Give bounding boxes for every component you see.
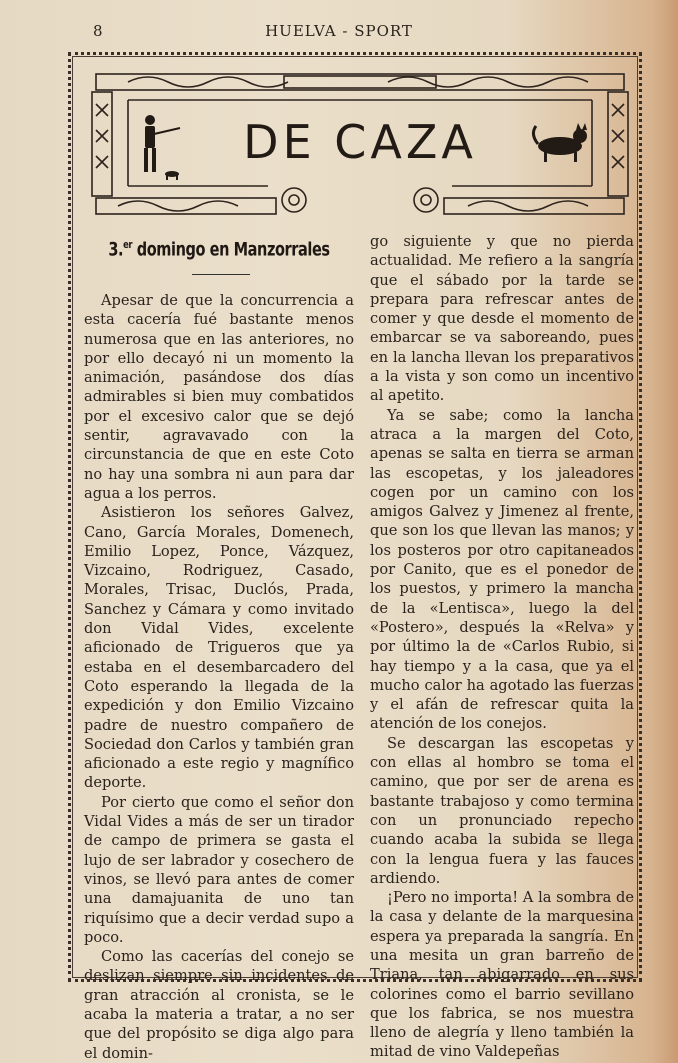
paragraph: Ya se sabe; como la lancha atraca a la margen del Coto, apenas se salta en tierra se arman las escopetas, y los jaleadores cogen por un camino con los amigos Galvez y Jimenez al frente, que son los que llevan las manos; y los posteros por otro capitaneados por Canito, que es el ponedor de los puestos, y primero la mancha de la «Lentisca», luego la del «Postero», después la «Relva» y por último la de «Carlos Rubio, si hay tiempo y a la casa, que ya el mucho calor ha agotado las fuerzas y el afán de refrescar quita la atención de los conejos.: [370, 406, 634, 733]
paragraph: Como las cacerías del conejo se deslizan siempre sin incidentes de gran atracción al cronista, se le acaba la materia a tratar, a no ser que del propósito se diga algo para el domin-: [84, 948, 354, 1062]
page-header: [0, 22, 678, 44]
article-column-right: [370, 232, 634, 1062]
page-number: 8: [93, 22, 103, 40]
paragraph: ¡Pero no importa! A la sombra de la casa y delante de la marquesina espera ya preparada la sangría. En una mesita un gran barreño de Triana, tan abigarrado en sus colorines como el barrio sevillano que los fabrica, se nos muestra lleno de alegría y lleno también la mitad de vino Valdepeñas: [370, 889, 634, 1061]
running-head: HUELVA - SPORT: [265, 22, 413, 40]
paragraph: go siguiente y que no pierda actualidad. Me refiero a la sangría que el sábado por la tarde se prepara para refrescar antes de comer y que desde el momento de embarcar se va saboreando, pues en la lancha llevan los preparativos a la vista y son como un incentivo al apetito.: [370, 233, 634, 405]
paragraph: Se descargan las escopetas y con ellas al hombro se toma el camino, que por ser de arena es bastante trabajoso y como termina con un pronunciado repecho cuando acaba la subida se llega con la lengua fuera y las fauces ardiendo.: [370, 734, 634, 887]
article-headline: 3.$^{er}$ domingo en Manzorrales: [108, 238, 330, 261]
article-column-left: [84, 291, 354, 1063]
paragraph: Por cierto que como el señor don Vidal Vides a más de ser un tirador de campo de primera se gasta el lujo de ser labrador y cosechero de vinos, se llevó para antes de comer una damajuanita de uno tan riquísimo que a decir verdad supo a poco.: [84, 793, 354, 946]
paragraph: Apesar de que la concurrencia a esta cacería fué bastante menos numerosa que en las anteriores, no por ello decayó ni un momento la animación, pasándose dos días admirables si bien muy combatidos por el excesivo calor que se dejó sentir, agravavado con la circunstancia de que en este Coto no hay una sombra ni aun para dar agua a los perros.: [84, 292, 354, 502]
paragraph: Asistieron los señores Galvez, Cano, García Morales, Domenech, Emilio Lopez, Ponce, Vázquez, Vizcaino, Rodriguez, Casado, Morales, Trisac, Duclós, Prada, Sanchez y Cámara y como invitado don Vidal Vides, excelente aficionado de Trigueros que ya estaba en el desembarcadero del Coto esperando la llegada de la expedición y don Emilio Vizcaino padre de nuestro compañero de Sociedad don Carlos y también gran aficionado a este regio y magnífico deporte.: [84, 504, 354, 792]
section-title: DE CAZA: [243, 115, 477, 169]
section-banner: [88, 70, 632, 220]
headline-rule: [192, 274, 250, 275]
